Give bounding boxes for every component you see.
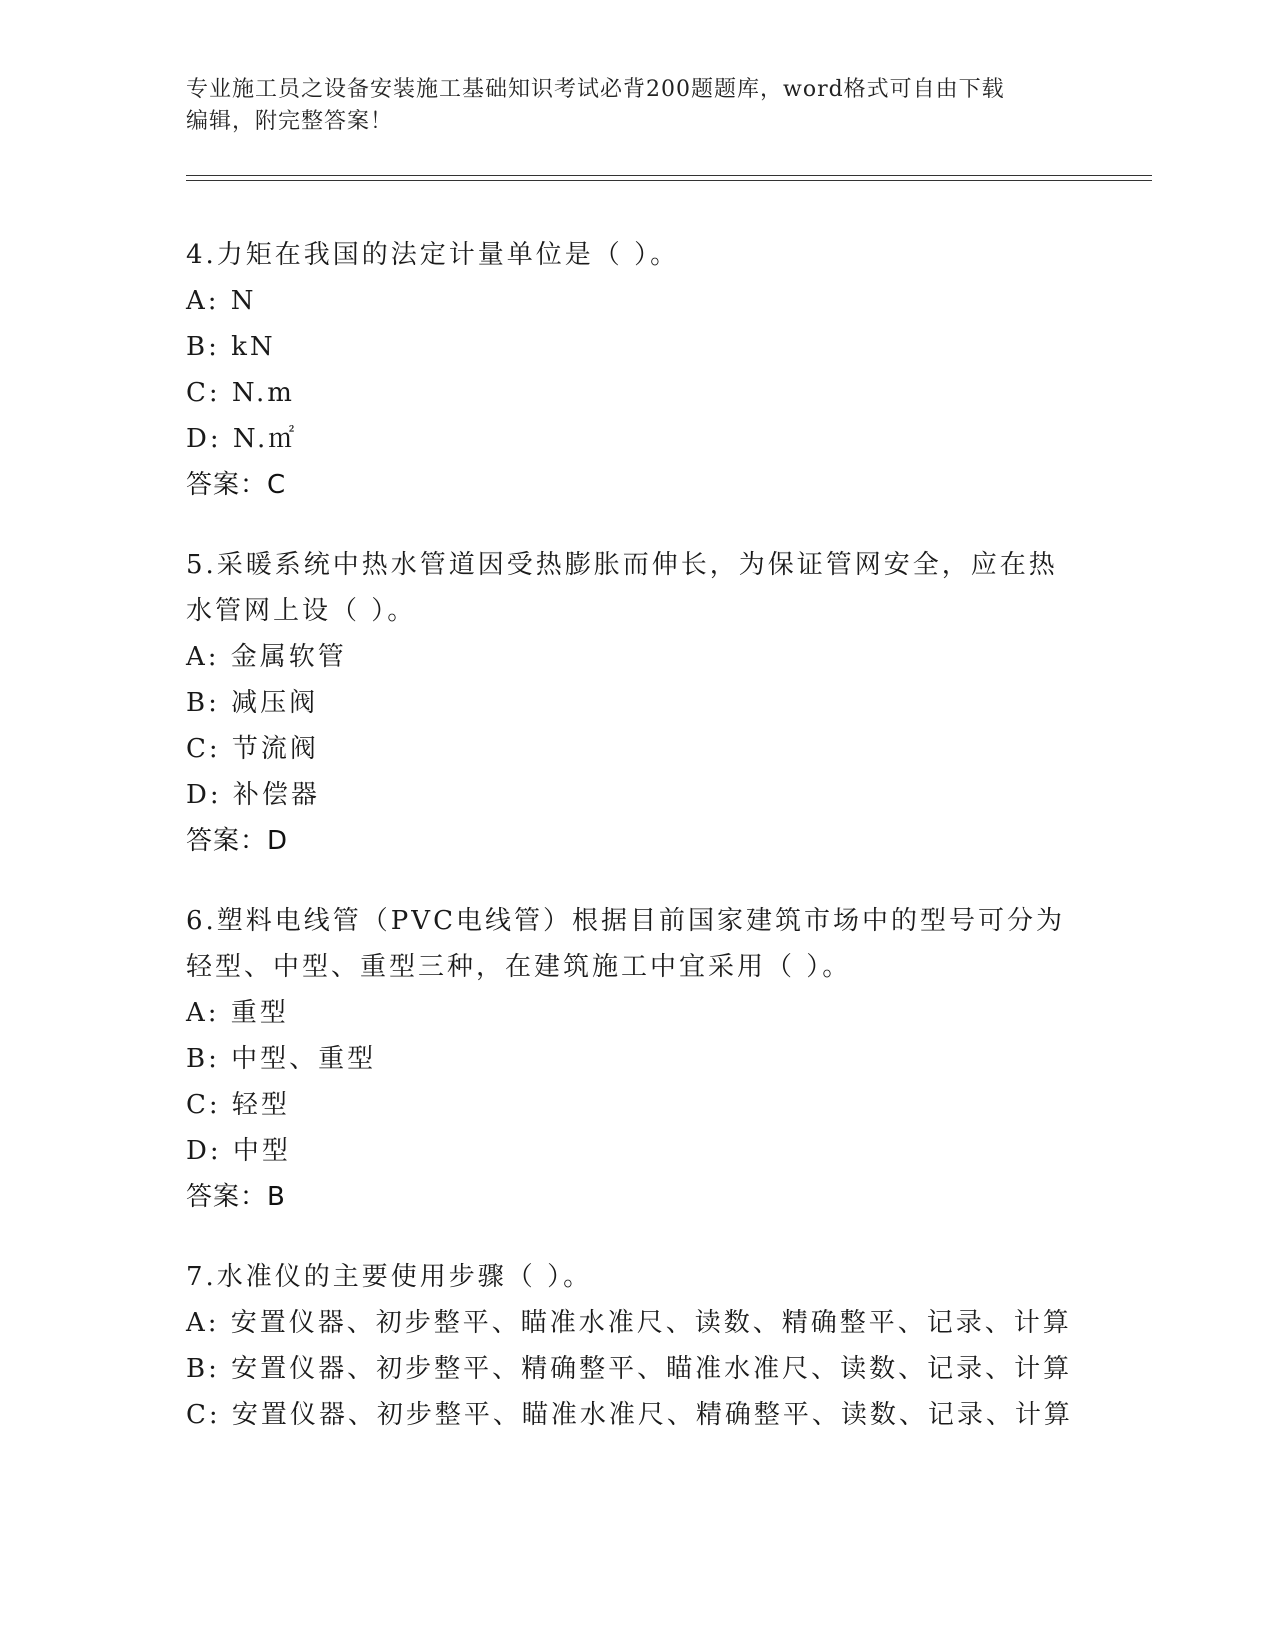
option-a: A: 金属软管 bbox=[186, 642, 347, 672]
option-d: D: N.㎡ bbox=[186, 424, 298, 454]
question-5 bbox=[186, 542, 1086, 864]
question-text: 7.水准仪的主要使用步骤（ ）。 bbox=[186, 1262, 593, 1292]
option-d: D: 补偿器 bbox=[186, 780, 320, 810]
option-d: D: 中型 bbox=[186, 1136, 291, 1166]
option-b: B: 中型、重型 bbox=[186, 1044, 377, 1074]
option-b: B: kN bbox=[186, 332, 276, 362]
option-a: A: 安置仪器、初步整平、瞄准水准尺、读数、精确整平、记录、计算 bbox=[186, 1308, 1072, 1338]
question-text: 5.采暖系统中热水管道因受热膨胀而伸长，为保证管网安全，应在热水管网上设（ ）。 bbox=[186, 550, 1058, 626]
answer: 答案：C bbox=[186, 470, 287, 500]
question-6 bbox=[186, 898, 1086, 1220]
question-4 bbox=[186, 232, 1086, 508]
document-header bbox=[186, 74, 1066, 138]
option-c: C: 节流阀 bbox=[186, 734, 319, 764]
option-a: A: 重型 bbox=[186, 998, 289, 1028]
option-a: A: N bbox=[186, 286, 257, 316]
answer: 答案：D bbox=[186, 826, 289, 856]
option-b: B: 减压阀 bbox=[186, 688, 319, 718]
option-b: B: 安置仪器、初步整平、精确整平、瞄准水准尺、读数、记录、计算 bbox=[186, 1354, 1073, 1384]
answer: 答案：B bbox=[186, 1182, 286, 1212]
header-line-2: 编辑，附完整答案！ bbox=[186, 109, 394, 134]
question-text: 4.力矩在我国的法定计量单位是（ ）。 bbox=[186, 240, 680, 270]
question-7 bbox=[186, 1254, 1086, 1438]
option-c: C: N.m bbox=[186, 378, 295, 408]
header-line-1: 专业施工员之设备安装施工基础知识考试必背200题题库，word格式可自由下载 bbox=[186, 77, 1005, 102]
header-divider bbox=[186, 175, 1152, 181]
question-list bbox=[186, 232, 1086, 1472]
question-text: 6.塑料电线管（PVC电线管）根据目前国家建筑市场中的型号可分为轻型、中型、重型三种，在建筑施工中宜采用（ ）。 bbox=[186, 906, 1065, 982]
option-c: C: 安置仪器、初步整平、瞄准水准尺、精确整平、读数、记录、计算 bbox=[186, 1400, 1073, 1430]
option-c: C: 轻型 bbox=[186, 1090, 290, 1120]
